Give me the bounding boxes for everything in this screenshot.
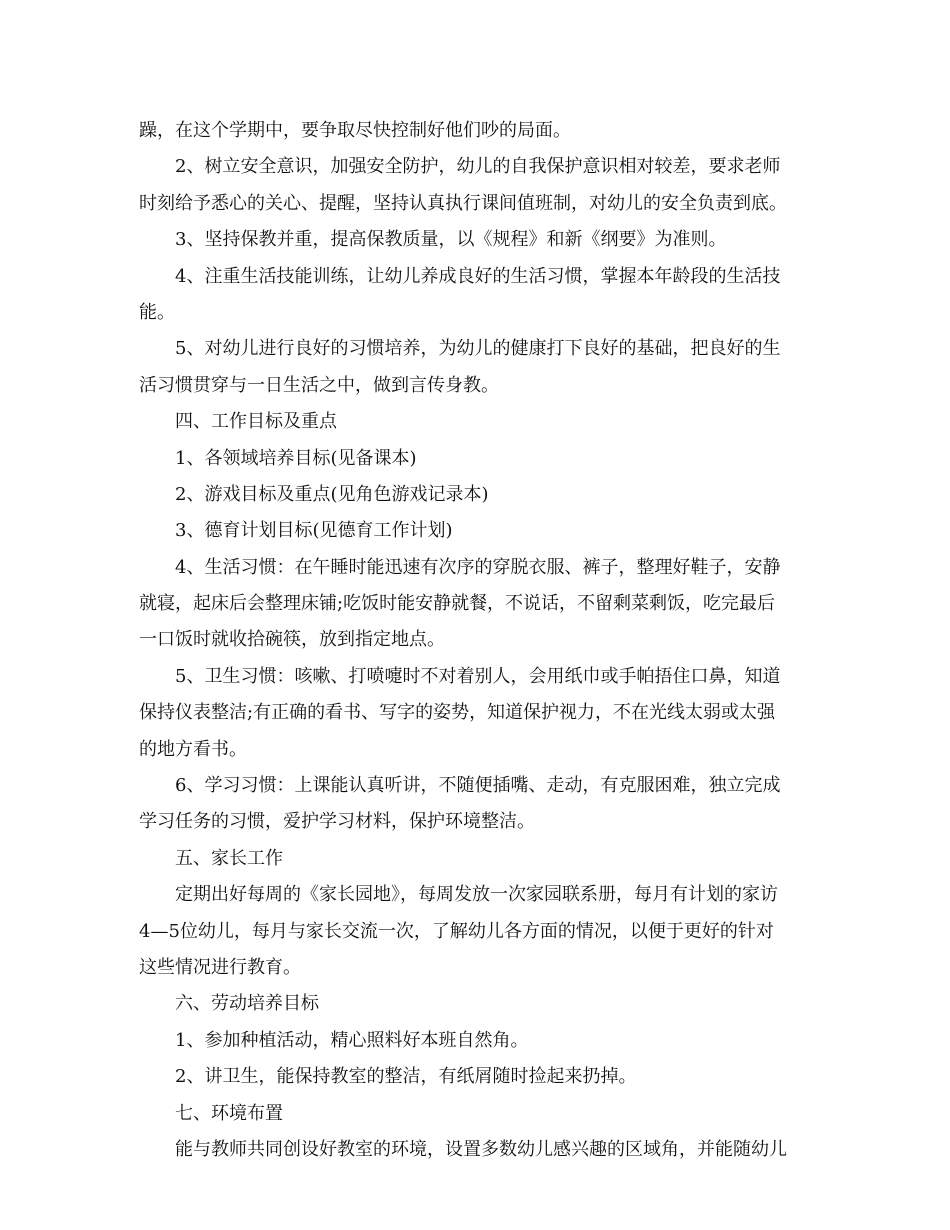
text-line: 活习惯贯穿与一日生活之中，做到言传身教。 (139, 374, 499, 396)
text-line: 2、讲卫生，能保持教室的整洁，有纸屑随时捡起来扔掉。 (175, 1066, 637, 1088)
text-line: 的地方看书。 (139, 738, 247, 760)
text-line: 四、工作目标及重点 (175, 411, 337, 433)
text-line: 就寝，起床后会整理床铺;吃饭时能安静就餐，不说话，不留剩菜剩饭，吃完最后 (139, 593, 776, 615)
text-line: 时刻给予悉心的关心、提醒，坚持认真执行课间值班制，对幼儿的安全负责到底。 (139, 192, 787, 214)
text-line: 一口饭时就收拾碗筷，放到指定地点。 (139, 629, 445, 651)
text-line: 能。 (139, 301, 175, 323)
text-line: 学习任务的习惯，爱护学习材料，保护环境整洁。 (139, 811, 535, 833)
text-line: 1、各领域培养目标(见备课本) (175, 447, 417, 469)
text-line: 4—5位幼儿，每月与家长交流一次，了解幼儿各方面的情况，以便于更好的针对 (139, 920, 774, 942)
text-line: 五、家长工作 (175, 847, 283, 869)
text-line: 1、参加种植活动，精心照料好本班自然角。 (175, 1029, 529, 1051)
document-body (139, 113, 819, 1168)
text-line: 4、注重生活技能训练，让幼儿养成良好的生活习惯，掌握本年龄段的生活技 (175, 265, 781, 287)
text-line: 这些情况进行教育。 (139, 956, 301, 978)
text-line: 七、环境布置 (175, 1102, 283, 1124)
text-line: 保持仪表整洁;有正确的看书、写字的姿势，知道保护视力，不在光线太弱或太强 (139, 702, 776, 724)
text-line: 6、学习习惯：上课能认真听讲，不随便插嘴、走动，有克服困难，独立完成 (175, 775, 781, 797)
text-line: 4、生活习惯：在午睡时能迅速有次序的穿脱衣服、裤子，整理好鞋子，安静 (175, 556, 781, 578)
text-line: 3、德育计划目标(见德育工作计划) (175, 520, 453, 542)
text-line: 六、劳动培养目标 (175, 993, 319, 1015)
text-line: 能与教师共同创设好教室的环境，设置多数幼儿感兴趣的区域角，并能随幼儿 (175, 1138, 787, 1160)
text-line: 5、对幼儿进行良好的习惯培养，为幼儿的健康打下良好的基础，把良好的生 (175, 338, 781, 360)
text-line: 定期出好每周的《家长园地》，每周发放一次家园联系册，每月有计划的家访 (175, 884, 778, 906)
text-line: 2、游戏目标及重点(见角色游戏记录本) (175, 483, 489, 505)
text-line: 5、卫生习惯：咳嗽、打喷嚏时不对着别人，会用纸巾或手帕捂住口鼻，知道 (175, 665, 781, 687)
text-line: 3、坚持保教并重，提高保教质量，以《规程》和新《纲要》为准则。 (175, 229, 727, 251)
text-line: 躁，在这个学期中，要争取尽快控制好他们吵的局面。 (139, 120, 571, 141)
text-line: 2、树立安全意识，加强安全防护，幼儿的自我保护意识相对较差，要求老师 (175, 156, 781, 178)
